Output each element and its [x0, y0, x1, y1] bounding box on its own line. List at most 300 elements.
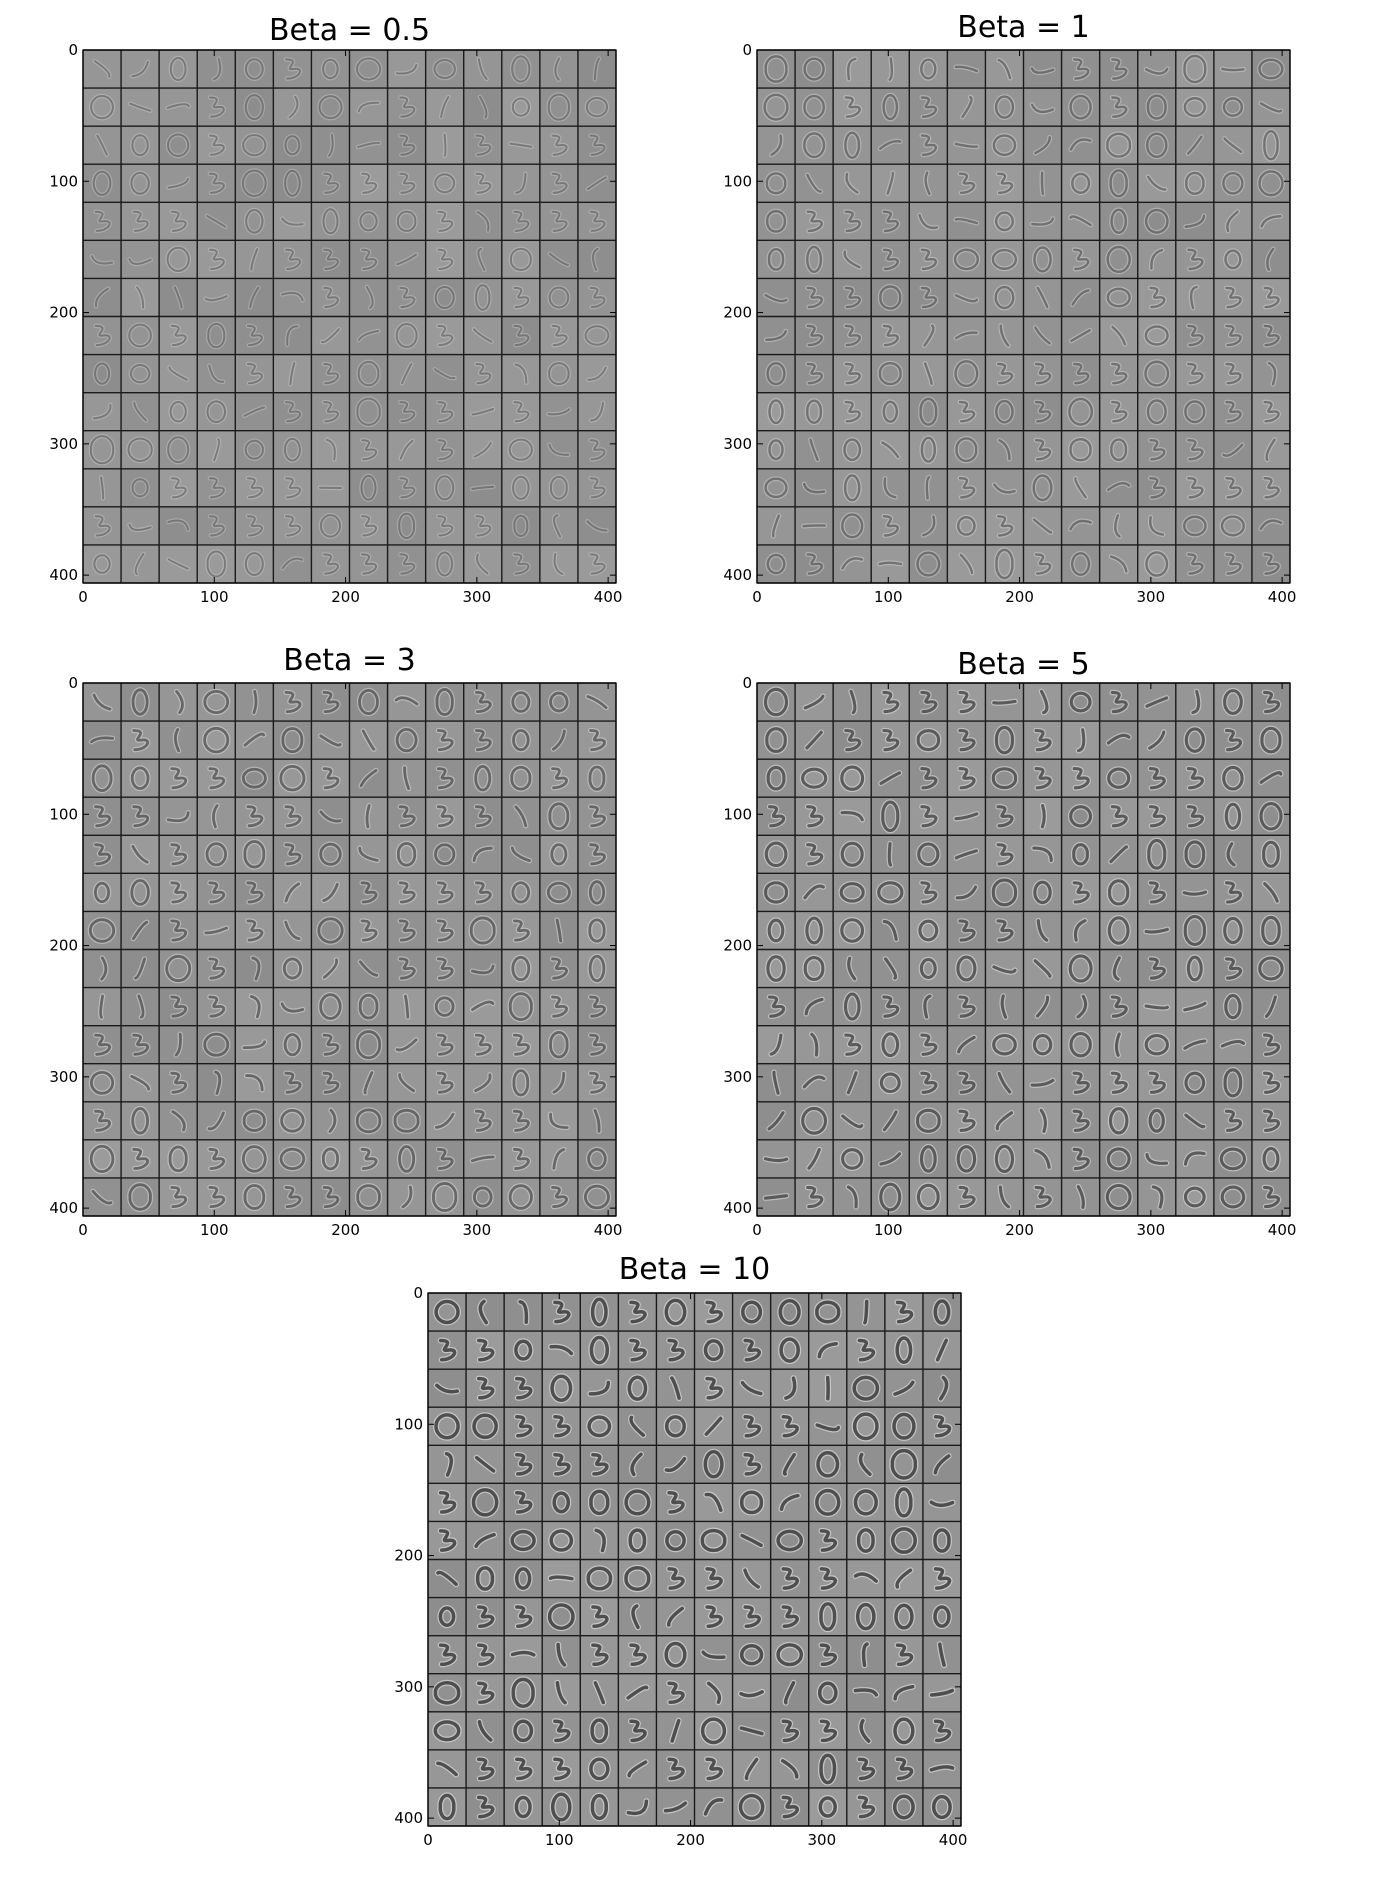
filter-cell	[197, 50, 235, 88]
filter-cell	[273, 950, 311, 988]
filter-cell	[909, 1026, 947, 1064]
filter-cell	[923, 1560, 961, 1598]
x-tick-label: 0	[423, 1831, 433, 1849]
filter-cell	[1252, 1140, 1290, 1178]
filter-cell	[795, 683, 833, 721]
filter-cell	[540, 393, 578, 431]
filter-cell	[426, 317, 464, 355]
filter-cell	[1176, 469, 1214, 507]
filter-cell	[1062, 911, 1100, 949]
filter-cell	[1024, 873, 1062, 911]
y-tick-label: 100	[49, 172, 78, 191]
filter-cell	[1100, 317, 1138, 355]
filter-cell	[1138, 873, 1176, 911]
filter-cell	[1100, 797, 1138, 835]
filter-cell	[159, 202, 197, 240]
filter-cell	[885, 1331, 923, 1369]
filter-cell	[1100, 393, 1138, 431]
filter-cell	[578, 911, 616, 949]
filter-cell	[388, 911, 426, 949]
filter-cell	[1062, 431, 1100, 469]
filter-cell	[1252, 240, 1290, 278]
filter-cell	[83, 1178, 121, 1216]
filter-cell	[542, 1750, 580, 1788]
filter-cell	[235, 950, 273, 988]
filter-cell	[273, 835, 311, 873]
filter-cell	[580, 1750, 618, 1788]
filter-cell	[83, 950, 121, 988]
filter-cell	[909, 431, 947, 469]
filter-cell	[464, 759, 502, 797]
filter-cell	[542, 1407, 580, 1445]
filter-cell	[197, 88, 235, 126]
filter-cell	[428, 1369, 466, 1407]
filter-cell	[159, 278, 197, 316]
filter-cell	[1024, 759, 1062, 797]
filter-cell	[197, 1178, 235, 1216]
filter-cell	[833, 507, 871, 545]
filter-cell	[542, 1636, 580, 1674]
filter-cell	[464, 393, 502, 431]
filter-cell	[159, 240, 197, 278]
filter-cell	[757, 240, 795, 278]
filter-cell	[540, 507, 578, 545]
filter-cell	[618, 1636, 656, 1674]
filter-cell	[1138, 1178, 1176, 1216]
filter-cell	[1252, 507, 1290, 545]
filter-cell	[795, 240, 833, 278]
filter-cell	[311, 202, 349, 240]
filter-cell	[428, 1560, 466, 1598]
filter-cell	[1252, 911, 1290, 949]
filter-cell	[909, 835, 947, 873]
filter-cell	[350, 1178, 388, 1216]
filter-cell	[795, 835, 833, 873]
filter-cell	[235, 469, 273, 507]
filter-cell	[542, 1674, 580, 1712]
filter-cell	[695, 1788, 733, 1826]
x-tick-label: 400	[938, 1831, 968, 1849]
filter-cell	[502, 1102, 540, 1140]
filter-cell	[1252, 126, 1290, 164]
y-tick-label: 0	[742, 41, 752, 59]
filter-cell	[235, 1102, 273, 1140]
filter-cell	[121, 1102, 159, 1140]
filter-cell	[121, 126, 159, 164]
filter-cell	[388, 545, 426, 583]
filter-cell	[947, 278, 985, 316]
filter-cell	[502, 1178, 540, 1216]
filter-cell	[947, 202, 985, 240]
filter-cell	[871, 202, 909, 240]
y-tick-label: 0	[68, 41, 78, 59]
filter-cell	[656, 1712, 694, 1750]
filter-cell	[757, 683, 795, 721]
filter-cell	[733, 1331, 771, 1369]
x-tick-label: 100	[544, 1831, 574, 1849]
filter-cell	[1062, 393, 1100, 431]
filter-cell	[121, 1178, 159, 1216]
filter-cell	[1062, 202, 1100, 240]
filter-cell	[1252, 1026, 1290, 1064]
filter-cell	[833, 50, 871, 88]
filter-cell	[809, 1560, 847, 1598]
filter-cell	[466, 1293, 504, 1331]
filter-cell	[771, 1407, 809, 1445]
filter-cell	[757, 126, 795, 164]
filter-cell	[909, 911, 947, 949]
filter-cell	[1062, 469, 1100, 507]
filter-cell	[947, 759, 985, 797]
filter-cell	[235, 50, 273, 88]
filter-cell	[578, 240, 616, 278]
filter-cell	[540, 431, 578, 469]
filter-cell	[159, 469, 197, 507]
filter-cell	[1024, 1102, 1062, 1140]
filter-cell	[656, 1674, 694, 1712]
filter-cell	[618, 1560, 656, 1598]
filter-cell	[1252, 355, 1290, 393]
filter-cell	[311, 911, 349, 949]
filter-cell	[947, 545, 985, 583]
filter-cell	[771, 1445, 809, 1483]
filter-cell	[1062, 835, 1100, 873]
filter-cell	[504, 1369, 542, 1407]
filter-cell	[871, 1178, 909, 1216]
filter-cell	[578, 431, 616, 469]
filter-cell	[618, 1369, 656, 1407]
filter-cell	[909, 88, 947, 126]
filter-cell	[426, 1026, 464, 1064]
filter-cell	[350, 355, 388, 393]
filter-cell	[273, 393, 311, 431]
filter-cell	[83, 317, 121, 355]
filter-cell	[909, 950, 947, 988]
filter-cell	[833, 240, 871, 278]
filter-cell	[350, 545, 388, 583]
filter-cell	[947, 126, 985, 164]
filter-cell	[909, 202, 947, 240]
filter-cell	[847, 1445, 885, 1483]
filter-cell	[504, 1750, 542, 1788]
filter-cell	[273, 1140, 311, 1178]
filter-cell	[350, 1064, 388, 1102]
filter-cell	[580, 1560, 618, 1598]
filter-cell	[1176, 240, 1214, 278]
filter-cell	[833, 126, 871, 164]
filter-cell	[504, 1560, 542, 1598]
filter-cell	[1214, 355, 1252, 393]
filter-cell	[1176, 202, 1214, 240]
filter-cell	[947, 1102, 985, 1140]
y-tick-label: 0	[413, 1284, 423, 1302]
y-tick-label: 400	[723, 566, 752, 585]
filter-cell	[757, 164, 795, 202]
filter-cell	[795, 50, 833, 88]
filter-cell	[578, 202, 616, 240]
filter-cell	[504, 1445, 542, 1483]
filter-cell	[985, 1140, 1023, 1178]
filter-cell	[540, 88, 578, 126]
x-tick-label: 300	[1136, 1221, 1166, 1239]
filter-cell	[1252, 797, 1290, 835]
filter-cell	[540, 545, 578, 583]
filter-cell	[1138, 545, 1176, 583]
filter-cell	[121, 469, 159, 507]
filter-cell	[350, 431, 388, 469]
filter-cell	[1176, 50, 1214, 88]
filter-cell	[502, 393, 540, 431]
filter-cell	[388, 1064, 426, 1102]
filter-cell	[923, 1636, 961, 1674]
filter-cell	[795, 126, 833, 164]
y-tick-label: 200	[723, 303, 752, 322]
filter-cell	[1138, 50, 1176, 88]
filter-cell	[121, 1064, 159, 1102]
filter-cell	[809, 1445, 847, 1483]
panel-title: Beta = 5	[957, 647, 1090, 682]
filter-cell	[947, 797, 985, 835]
filter-cell	[1024, 278, 1062, 316]
filter-cell	[540, 202, 578, 240]
filter-cell	[733, 1560, 771, 1598]
filter-cell	[871, 988, 909, 1026]
filter-cell	[1176, 1026, 1214, 1064]
filter-cell	[847, 1674, 885, 1712]
filter-cell	[985, 393, 1023, 431]
filter-cell	[1100, 240, 1138, 278]
filter-cell	[197, 721, 235, 759]
filter-cell	[833, 873, 871, 911]
filter-cell	[542, 1521, 580, 1559]
filter-cell	[733, 1483, 771, 1521]
filter-cell	[1100, 1026, 1138, 1064]
filter-cell	[757, 1140, 795, 1178]
filter-cell	[464, 126, 502, 164]
filter-cell	[656, 1788, 694, 1826]
filter-cell	[871, 278, 909, 316]
filter-cell	[871, 469, 909, 507]
x-tick-label: 200	[676, 1831, 705, 1849]
filter-cell	[1176, 1178, 1214, 1216]
filter-cell	[757, 1102, 795, 1140]
filter-cell	[947, 911, 985, 949]
filter-cell	[771, 1293, 809, 1331]
filter-cell	[1138, 164, 1176, 202]
filter-cell	[833, 721, 871, 759]
filter-cell	[871, 1026, 909, 1064]
filter-cell	[273, 1102, 311, 1140]
filter-cell	[578, 683, 616, 721]
filter-cell	[388, 240, 426, 278]
x-tick-label: 400	[1267, 588, 1297, 606]
filter-cell	[464, 1140, 502, 1178]
filter-cell	[1024, 1064, 1062, 1102]
filter-cell	[466, 1521, 504, 1559]
filter-cell	[909, 355, 947, 393]
filter-cell	[1176, 1064, 1214, 1102]
filter-cell	[847, 1636, 885, 1674]
filter-cell	[580, 1712, 618, 1750]
filter-cell	[426, 759, 464, 797]
filter-cell	[1100, 355, 1138, 393]
filter-cell	[502, 950, 540, 988]
filter-cell	[1176, 683, 1214, 721]
filter-cell	[871, 950, 909, 988]
filter-cell	[871, 721, 909, 759]
filter-cell	[580, 1521, 618, 1559]
filter-cell	[1138, 88, 1176, 126]
filter-cell	[197, 355, 235, 393]
x-tick-label: 400	[1267, 1221, 1297, 1239]
filter-cell	[1024, 835, 1062, 873]
filter-cell	[578, 469, 616, 507]
filter-cell	[311, 721, 349, 759]
filter-cell	[909, 545, 947, 583]
filter-cell	[197, 393, 235, 431]
filter-cell	[504, 1407, 542, 1445]
filter-cell	[235, 202, 273, 240]
filter-cell	[426, 683, 464, 721]
filter-cell	[795, 202, 833, 240]
filter-cell	[1214, 278, 1252, 316]
filter-cell	[426, 431, 464, 469]
filter-cell	[311, 50, 349, 88]
filter-cell	[656, 1598, 694, 1636]
filter-cell	[1252, 545, 1290, 583]
filter-cell	[1214, 1140, 1252, 1178]
filter-cell	[350, 507, 388, 545]
filter-cell	[1062, 1026, 1100, 1064]
filter-cell	[985, 988, 1023, 1026]
filter-cell	[1138, 278, 1176, 316]
filter-cell	[464, 683, 502, 721]
filter-cell	[795, 1026, 833, 1064]
filter-cell	[985, 317, 1023, 355]
filter-cell	[909, 240, 947, 278]
filter-cell	[695, 1483, 733, 1521]
filter-cell	[428, 1788, 466, 1826]
filter-cell	[388, 797, 426, 835]
filter-cell	[466, 1445, 504, 1483]
filter-cell	[809, 1293, 847, 1331]
filter-cell	[1100, 507, 1138, 545]
filter-cell	[273, 988, 311, 1026]
filter-cell	[540, 240, 578, 278]
filter-cell	[695, 1331, 733, 1369]
filter-cell	[1252, 683, 1290, 721]
filter-cell	[197, 507, 235, 545]
filter-cell	[235, 759, 273, 797]
filter-cell	[1024, 126, 1062, 164]
filter-cell	[909, 1102, 947, 1140]
filter-cell	[83, 759, 121, 797]
filter-cell	[464, 88, 502, 126]
filter-cell	[464, 911, 502, 949]
filter-cell	[947, 50, 985, 88]
filter-cell	[273, 240, 311, 278]
filter-cell	[540, 469, 578, 507]
filter-cell	[121, 164, 159, 202]
filter-cell	[197, 202, 235, 240]
filter-cell	[540, 1102, 578, 1140]
filter-cell	[909, 1064, 947, 1102]
filter-cell	[1100, 1178, 1138, 1216]
filter-cell	[197, 683, 235, 721]
filter-cell	[1062, 1178, 1100, 1216]
filter-cell	[871, 240, 909, 278]
filter-cell	[311, 278, 349, 316]
filter-cell	[1100, 873, 1138, 911]
filter-cell	[83, 507, 121, 545]
filter-cell	[1176, 911, 1214, 949]
filter-cell	[1100, 545, 1138, 583]
filter-cell	[464, 431, 502, 469]
filter-cell	[833, 797, 871, 835]
filter-cell	[388, 873, 426, 911]
filter-cell	[847, 1788, 885, 1826]
filter-cell	[578, 835, 616, 873]
filter-cell	[235, 988, 273, 1026]
filter-cell	[1176, 721, 1214, 759]
filter-cell	[83, 164, 121, 202]
filter-cell	[540, 988, 578, 1026]
filter-cell	[197, 317, 235, 355]
filter-cell	[464, 1064, 502, 1102]
filter-cell	[502, 545, 540, 583]
filter-cell	[809, 1369, 847, 1407]
filter-cell	[350, 683, 388, 721]
filter-cell	[311, 317, 349, 355]
filter-cell	[1062, 278, 1100, 316]
filter-cell	[311, 988, 349, 1026]
filter-cell	[771, 1560, 809, 1598]
filter-cell	[1062, 545, 1100, 583]
filter-cell	[311, 835, 349, 873]
filter-cell	[847, 1598, 885, 1636]
filter-cell	[1214, 469, 1252, 507]
filter-cell	[795, 1178, 833, 1216]
filter-cell	[311, 164, 349, 202]
filter-cell	[121, 545, 159, 583]
filter-cell	[159, 50, 197, 88]
filter-cell	[159, 431, 197, 469]
filter-cell	[757, 88, 795, 126]
filter-cell	[502, 50, 540, 88]
filter-cell	[1176, 317, 1214, 355]
filter-cell	[795, 797, 833, 835]
filter-cell	[388, 202, 426, 240]
filter-cell	[235, 545, 273, 583]
filter-cell	[159, 1178, 197, 1216]
filter-cell	[1214, 911, 1252, 949]
filter-cell	[1252, 1178, 1290, 1216]
filter-cell	[350, 126, 388, 164]
filter-cell	[121, 797, 159, 835]
filter-cell	[464, 988, 502, 1026]
filter-cell	[618, 1750, 656, 1788]
filter-cell	[235, 431, 273, 469]
filter-cell	[871, 545, 909, 583]
filter-cell	[1100, 431, 1138, 469]
filter-cell	[1024, 797, 1062, 835]
filter-cell	[909, 278, 947, 316]
filter-cell	[1062, 797, 1100, 835]
filter-cell	[540, 873, 578, 911]
filter-cell	[580, 1331, 618, 1369]
filter-cell	[1252, 278, 1290, 316]
filter-cell	[121, 393, 159, 431]
